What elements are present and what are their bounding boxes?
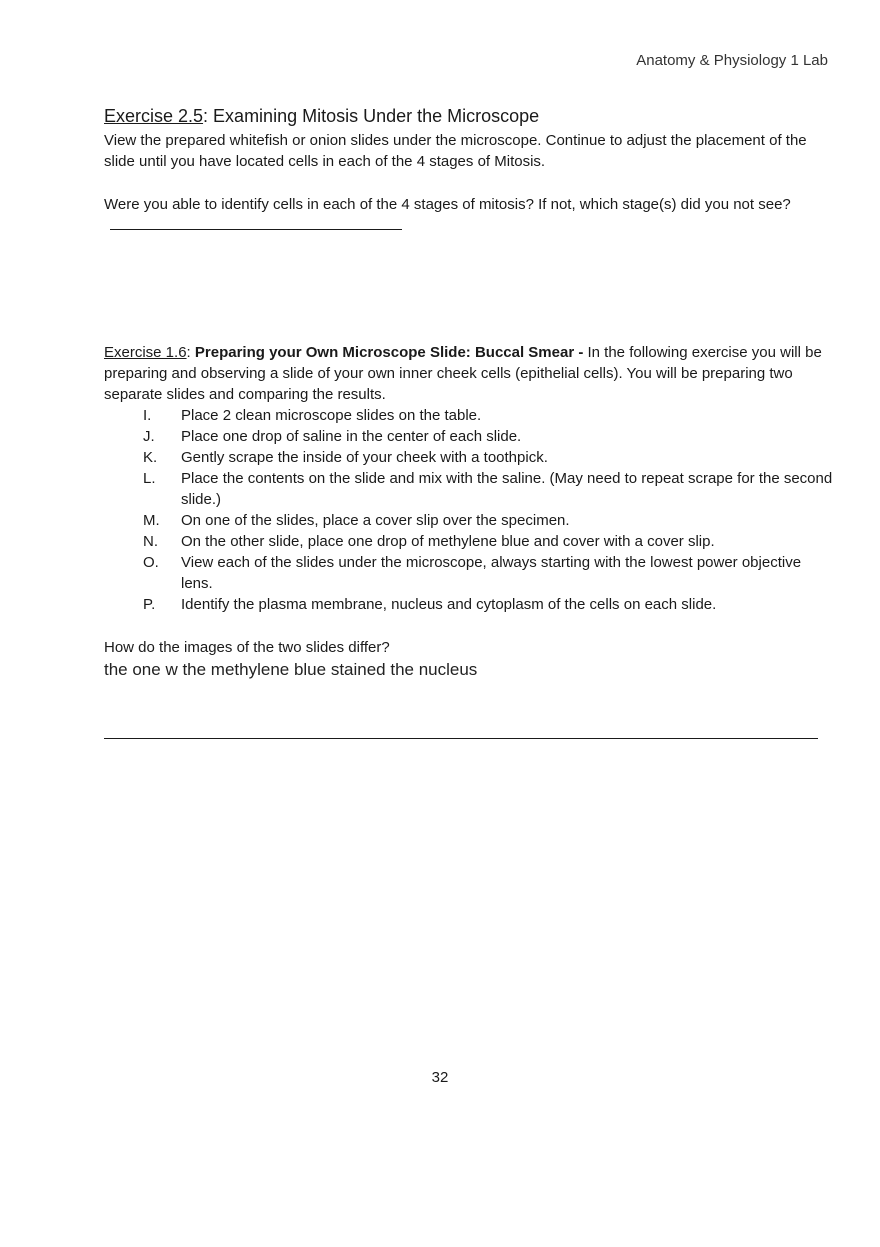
procedure-step bbox=[143, 594, 833, 615]
exercise-2-5-title: : Examining Mitosis Under the Microscope bbox=[203, 106, 540, 126]
procedure-step bbox=[143, 531, 833, 552]
step-text: Identify the plasma membrane, nucleus and cytoplasm of the cells on each slide. bbox=[181, 596, 717, 613]
exercise-1-6-label: Exercise 1.6 bbox=[104, 344, 187, 361]
step-marker: P. bbox=[143, 596, 156, 613]
exercise-2-5-heading bbox=[104, 106, 539, 127]
procedure-steps-list bbox=[143, 405, 833, 615]
step-text: On one of the slides, place a cover slip over the specimen. bbox=[181, 512, 570, 529]
exercise-2-5-label: Exercise 2.5 bbox=[104, 106, 204, 126]
mitosis-answer-blank[interactable] bbox=[110, 215, 402, 230]
step-text: Place the contents on the slide and mix with the saline. (May need to repeat scrape for the second slide.) bbox=[181, 470, 833, 508]
step-marker: K. bbox=[143, 449, 158, 466]
step-text: Gently scrape the inside of your cheek with a toothpick. bbox=[181, 449, 548, 466]
exercise-1-6-colon: : bbox=[186, 344, 195, 361]
typed-answer[interactable]: the one w the methylene blue stained the nucleus bbox=[104, 660, 478, 679]
step-marker: M. bbox=[143, 512, 160, 529]
step-marker: L. bbox=[143, 470, 156, 487]
step-marker: O. bbox=[143, 554, 159, 571]
step-text: View each of the slides under the microscope, always starting with the lowest power objective lens. bbox=[181, 554, 802, 592]
page-number: 32 bbox=[431, 1069, 449, 1086]
step-marker: N. bbox=[143, 533, 158, 550]
step-marker: J. bbox=[143, 428, 155, 445]
step-text: Place 2 clean microscope slides on the table. bbox=[181, 407, 482, 424]
exercise-1-6-title: Preparing your Own Microscope Slide: Buccal Smear - bbox=[194, 344, 588, 361]
step-marker: I. bbox=[143, 407, 152, 424]
exercise-2-5-intro: View the prepared whitefish or onion slides under the microscope. Continue to adjust the placement of the slide until you have located cells in each of the 4 stages of Mitosis. bbox=[104, 132, 807, 170]
exercise-1-6-intro-block bbox=[104, 342, 832, 405]
procedure-step bbox=[143, 552, 833, 594]
procedure-step bbox=[143, 426, 833, 447]
page-header: Anatomy & Physiology 1 Lab bbox=[636, 52, 828, 69]
procedure-step bbox=[143, 447, 833, 468]
procedure-step bbox=[143, 405, 833, 426]
step-text: Place one drop of saline in the center of each slide. bbox=[181, 428, 522, 445]
procedure-step bbox=[143, 468, 833, 510]
answer-line[interactable] bbox=[104, 738, 818, 739]
procedure-step bbox=[143, 510, 833, 531]
exercise-2-5-question: Were you able to identify cells in each of the 4 stages of mitosis? If not, which stage(s) did you not see? bbox=[104, 196, 791, 213]
exercise-1-6-intro: In the following exercise you will be preparing and observing a slide of your own inner cheek cells (epithelial cells). You will be preparing two separate slides and comparing the results. bbox=[104, 344, 822, 403]
exercise-2-5-question-block bbox=[104, 194, 832, 236]
step-text: On the other slide, place one drop of methylene blue and cover with a cover slip. bbox=[181, 533, 715, 550]
exercise-1-6-question: How do the images of the two slides differ? bbox=[104, 639, 390, 656]
